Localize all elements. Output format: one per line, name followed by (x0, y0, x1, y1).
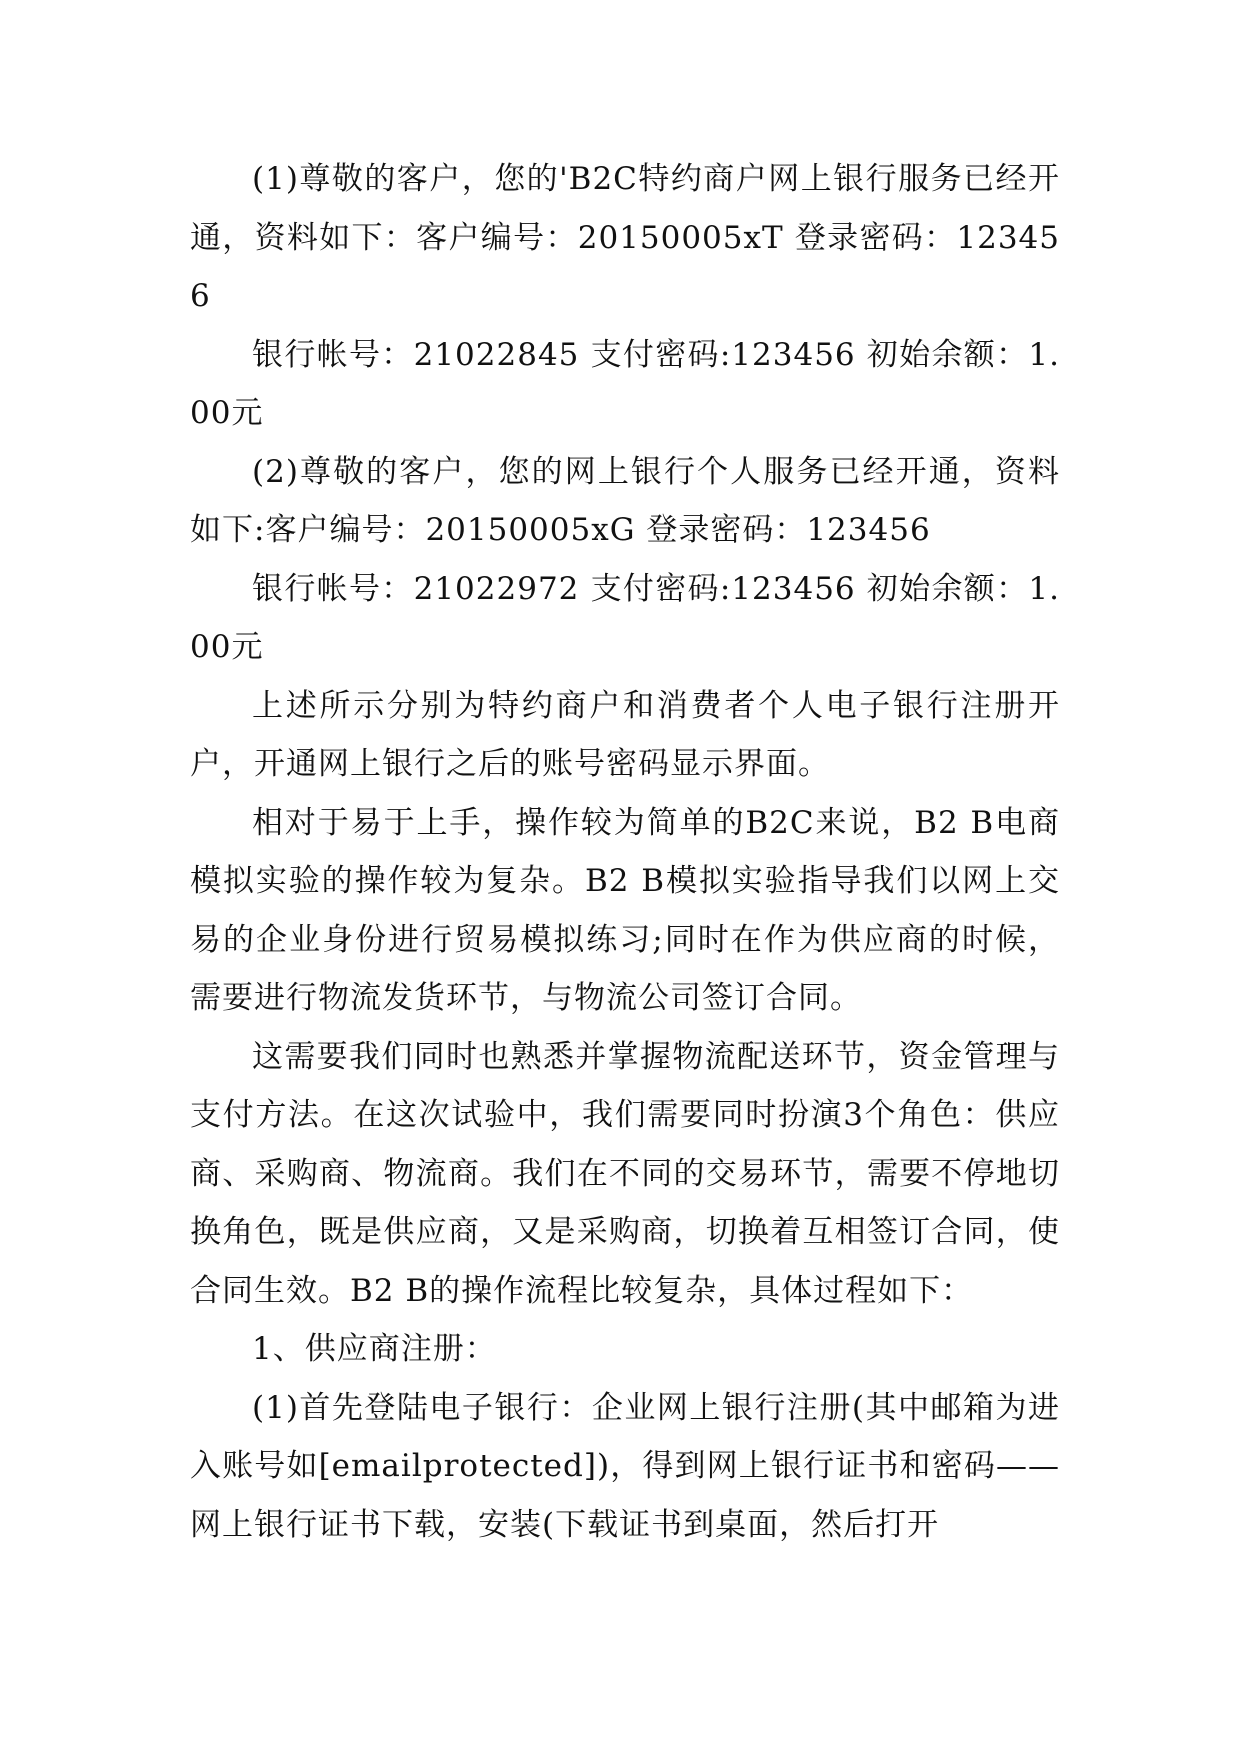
paragraph-personal-account: (2)尊敬的客户，您的网上银行个人服务已经开通，资料如下:客户编号：20150005xG 登录密码：123456 (190, 453, 1060, 548)
heading-supplier-registration: 1、供应商注册： (252, 1331, 497, 1367)
paragraph-personal-bank-account: 银行帐号：21022972 支付密码:123456 初始余额：1.00元 (190, 570, 1060, 665)
paragraph-b2c-account: (1)尊敬的客户，您的'B2C特约商户网上银行服务已经开通，资料如下：客户编号：20150005xT 登录密码：123456 (190, 161, 1060, 314)
paragraph-bank-login-step: (1)首先登陆电子银行：企业网上银行注册(其中邮箱为进入账号如[emailprotected])，得到网上银行证书和密码——网上银行证书下载，安装(下载证书到桌面，然后打开 (190, 1389, 1060, 1543)
document-body (190, 150, 1060, 1554)
paragraph-b2b-roles: 这需要我们同时也熟悉并掌握物流配送环节，资金管理与支付方法。在这次试验中，我们需要同时扮演3个角色：供应商、采购商、物流商。我们在不同的交易环节，需要不停地切换角色，既是供应商，又是采购商，切换着互相签订合同，使合同生效。B2 B的操作流程比较复杂，具体过程如下： (190, 1038, 1060, 1309)
paragraph-b2b-intro: 相对于易于上手，操作较为简单的B2C来说，B2 B电商模拟实验的操作较为复杂。B2 B模拟实验指导我们以网上交易的企业身份进行贸易模拟练习;同时在作为供应商的时候，需要进行物流发货环节，与物流公司签订合同。 (190, 804, 1060, 1016)
paragraph-b2c-bank-account: 银行帐号：21022845 支付密码:123456 初始余额：1.00元 (190, 336, 1060, 431)
paragraph-summary: 上述所示分别为特约商户和消费者个人电子银行注册开户，开通网上银行之后的账号密码显示界面。 (190, 687, 1060, 782)
